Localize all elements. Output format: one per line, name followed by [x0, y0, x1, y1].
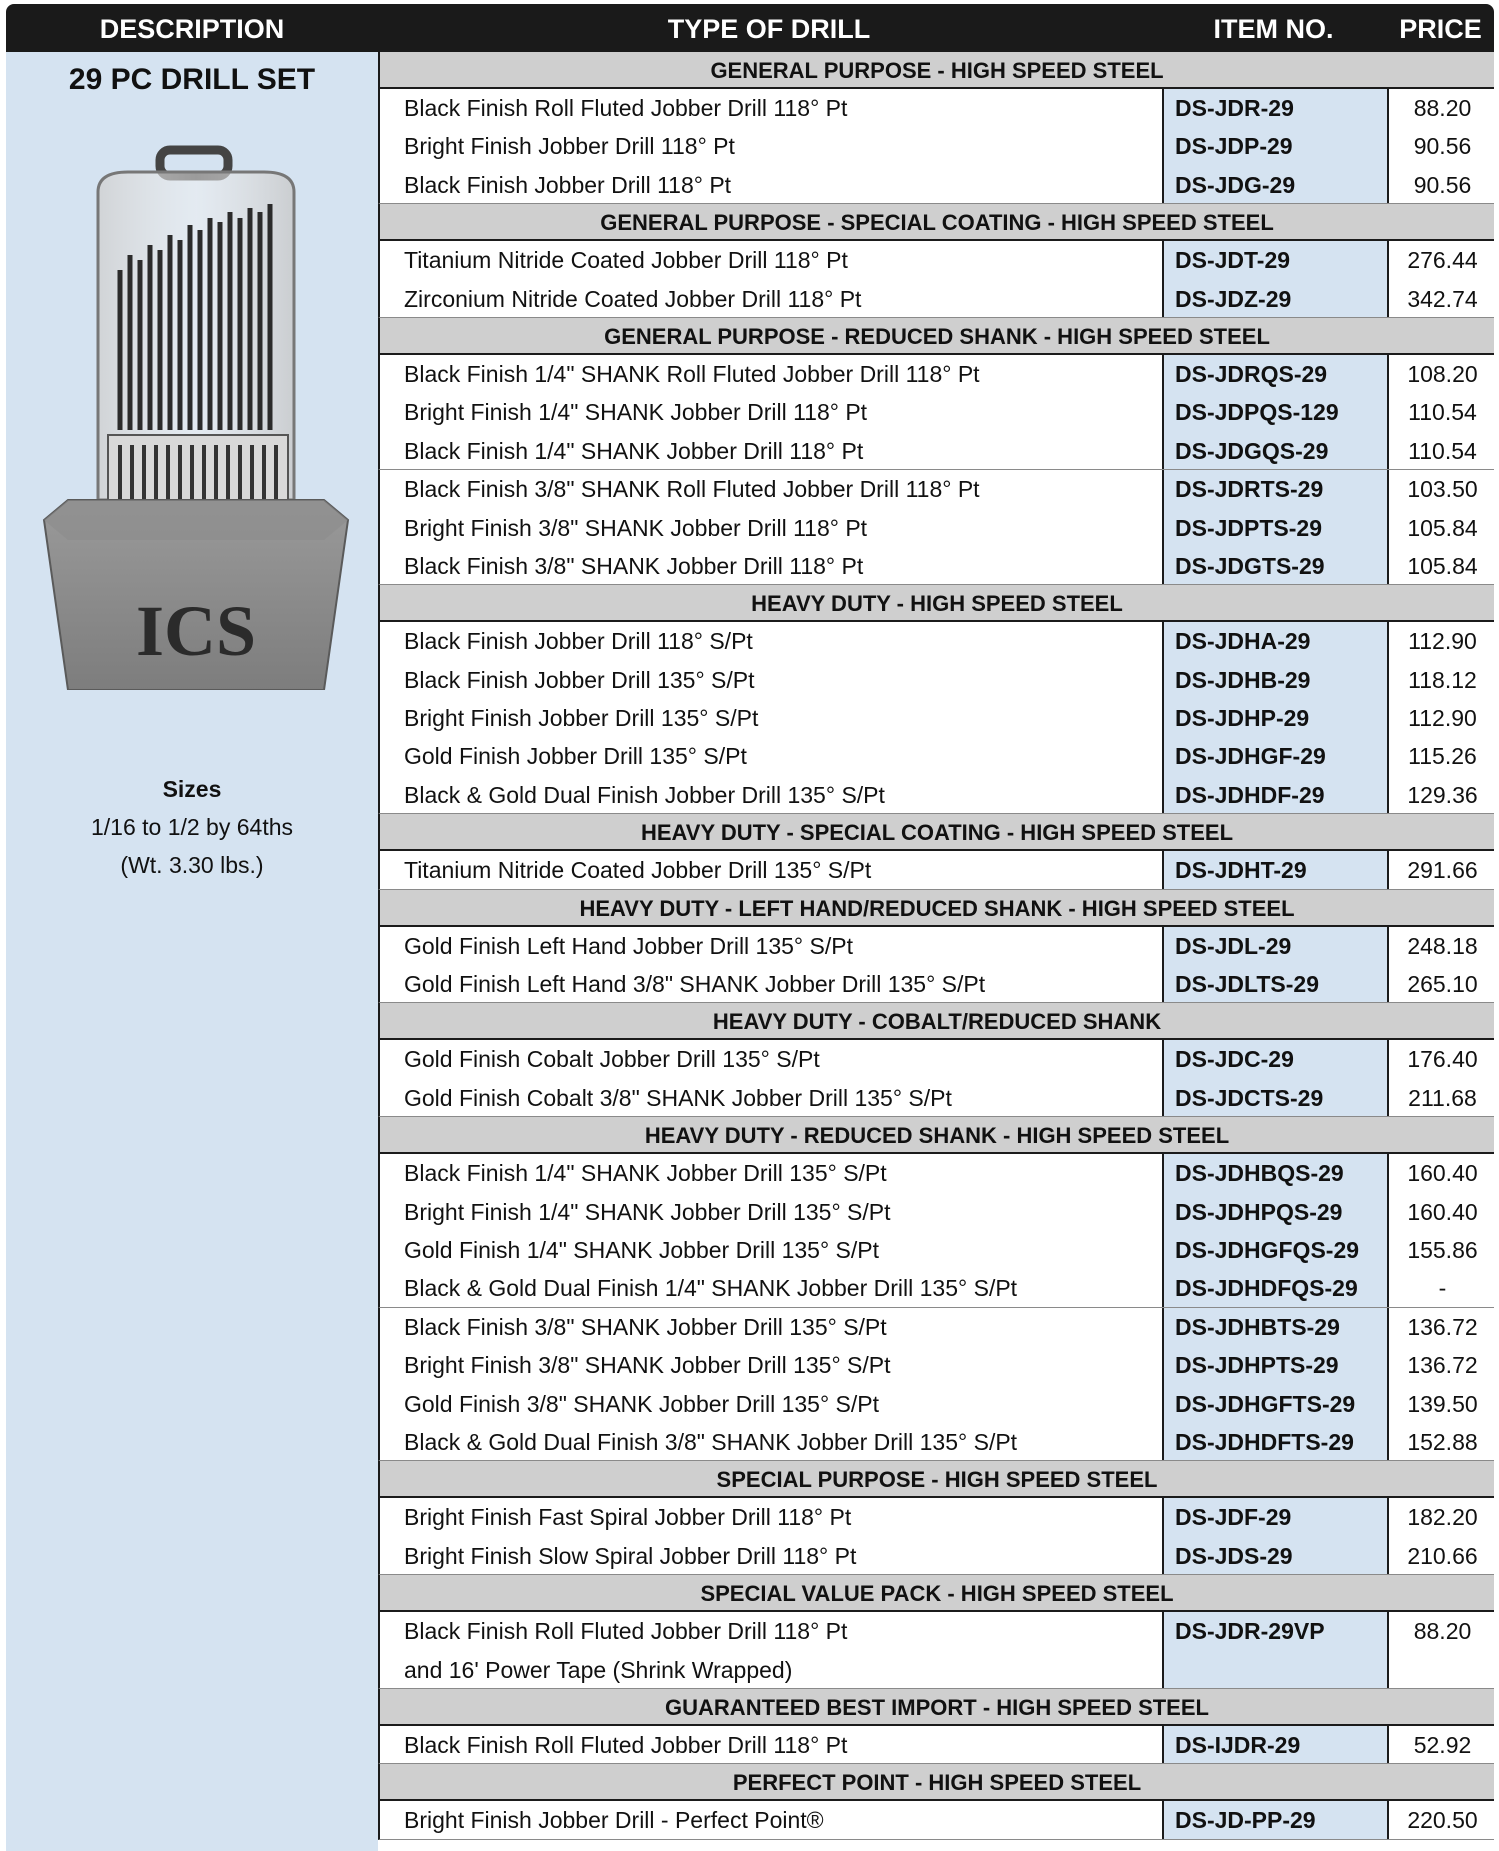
drill-description: Black Finish 3/8" SHANK Jobber Drill 118° Pt [404, 552, 864, 579]
table-row [378, 622, 1494, 660]
item-number: DS-JDR-29 [1162, 89, 1389, 127]
item-number: DS-JDHGFTS-29 [1162, 1385, 1389, 1423]
item-number: DS-JD-PP-29 [1162, 1801, 1389, 1838]
item-number: DS-JDHP-29 [1162, 699, 1389, 737]
section-header: HEAVY DUTY - SPECIAL COATING - HIGH SPEED STEEL [378, 814, 1494, 851]
price: 52.92 [1413, 1731, 1472, 1758]
table-row [378, 1269, 1494, 1307]
section-header: PERFECT POINT - HIGH SPEED STEEL [378, 1764, 1494, 1801]
drill-description: Bright Finish 1/4" SHANK Jobber Drill 118° Pt [404, 399, 868, 426]
table-row [378, 470, 1494, 508]
item-number: DS-JDHDF-29 [1162, 776, 1389, 813]
section-header: GUARANTEED BEST IMPORT - HIGH SPEED STEEL [378, 1689, 1494, 1726]
table-row [378, 1308, 1494, 1346]
item-number: DS-JDHDFTS-29 [1162, 1423, 1389, 1460]
drill-description: Zirconium Nitride Coated Jobber Drill 118° Pt [404, 285, 862, 312]
header-type-of-drill: TYPE OF DRILL [667, 14, 871, 44]
drill-description: Bright Finish 3/8" SHANK Jobber Drill 118° Pt [404, 514, 868, 541]
drill-description: Gold Finish Left Hand Jobber Drill 135° S/Pt [404, 932, 853, 959]
table-row [378, 1498, 1494, 1536]
table-row [378, 1231, 1494, 1269]
item-number: DS-JDGQS-29 [1162, 432, 1389, 469]
table-row [378, 1537, 1494, 1575]
item-number: DS-JDZ-29 [1162, 280, 1389, 317]
table-row [378, 127, 1494, 165]
sizes-info [6, 770, 378, 884]
drill-description: Black Finish Jobber Drill 118° S/Pt [404, 628, 753, 655]
drill-description: Gold Finish Left Hand 3/8" SHANK Jobber Drill 135° S/Pt [404, 971, 986, 998]
drill-description: Black & Gold Dual Finish Jobber Drill 135° S/Pt [404, 781, 885, 808]
table-row [378, 280, 1494, 318]
price: 112.90 [1408, 628, 1477, 655]
price: 115.26 [1408, 743, 1477, 770]
drill-description: Bright Finish Fast Spiral Jobber Drill 118° Pt [404, 1504, 852, 1531]
drill-description: Gold Finish Cobalt 3/8" SHANK Jobber Drill 135° S/Pt [404, 1084, 952, 1111]
table-header [6, 4, 1494, 52]
item-number: DS-JDPTS-29 [1162, 509, 1389, 547]
drill-description: Bright Finish 1/4" SHANK Jobber Drill 135° S/Pt [404, 1198, 891, 1225]
price: 112.90 [1408, 705, 1477, 732]
header-price: PRICE [1399, 14, 1482, 44]
item-number: DS-JDHB-29 [1162, 661, 1389, 699]
drill-description: Gold Finish 3/8" SHANK Jobber Drill 135° S/Pt [404, 1390, 880, 1417]
table-row [378, 355, 1494, 393]
price: 129.36 [1407, 781, 1478, 808]
section-header: HEAVY DUTY - REDUCED SHANK - HIGH SPEED STEEL [378, 1117, 1494, 1154]
item-number: DS-IJDR-29 [1162, 1726, 1389, 1763]
item-number: DS-JDHBQS-29 [1162, 1154, 1389, 1192]
item-number: DS-JDL-29 [1162, 927, 1389, 965]
price: 136.72 [1407, 1352, 1478, 1379]
price: 211.68 [1408, 1084, 1477, 1111]
item-number: DS-JDGTS-29 [1162, 547, 1389, 584]
item-number: DS-JDP-29 [1162, 127, 1389, 165]
drill-description: Black Finish Roll Fluted Jobber Drill 118° Pt [404, 1618, 848, 1645]
price: 110.54 [1408, 437, 1477, 464]
table-row [378, 1193, 1494, 1231]
section-header: HEAVY DUTY - COBALT/REDUCED SHANK [378, 1003, 1494, 1040]
table-row [378, 1423, 1494, 1461]
table-row [378, 1079, 1494, 1117]
drill-description: Bright Finish Jobber Drill 135° S/Pt [404, 705, 759, 732]
price: 152.88 [1407, 1428, 1478, 1455]
section-header: GENERAL PURPOSE - SPECIAL COATING - HIGH SPEED STEEL [378, 204, 1494, 241]
section-header: HEAVY DUTY - LEFT HAND/REDUCED SHANK - HIGH SPEED STEEL [378, 890, 1494, 927]
sizes-range: 1/16 to 1/2 by 64ths [90, 814, 294, 840]
drill-description: Bright Finish Jobber Drill - Perfect Point® [404, 1807, 824, 1834]
table-row [378, 1385, 1494, 1423]
section-header: GENERAL PURPOSE - HIGH SPEED STEEL [378, 52, 1494, 89]
table-row [378, 166, 1494, 204]
drill-description: Gold Finish Cobalt Jobber Drill 135° S/Pt [404, 1046, 820, 1073]
price: 108.20 [1407, 360, 1478, 387]
drill-description: Black Finish 1/4" SHANK Roll Fluted Jobber Drill 118° Pt [404, 360, 980, 387]
table-row [378, 432, 1494, 470]
table-row [378, 965, 1494, 1003]
table-row [378, 661, 1494, 699]
item-number: DS-JDR-29VP [1162, 1612, 1389, 1650]
price: 105.84 [1407, 514, 1478, 541]
table-row [378, 547, 1494, 585]
price: 276.44 [1407, 247, 1478, 274]
drill-description: and 16' Power Tape (Shrink Wrapped) [404, 1656, 793, 1683]
drill-description: Gold Finish Jobber Drill 135° S/Pt [404, 743, 747, 770]
table-row [378, 776, 1494, 814]
drill-description: Black Finish 3/8" SHANK Roll Fluted Jobber Drill 118° Pt [404, 476, 980, 503]
price: 160.40 [1407, 1198, 1478, 1225]
drill-description: Bright Finish Slow Spiral Jobber Drill 118° Pt [404, 1542, 857, 1569]
item-number: DS-JDS-29 [1162, 1537, 1389, 1574]
drill-set-case-image [28, 100, 364, 690]
drill-description: Bright Finish 3/8" SHANK Jobber Drill 135° S/Pt [404, 1352, 891, 1379]
section-header: GENERAL PURPOSE - REDUCED SHANK - HIGH SPEED STEEL [378, 318, 1494, 355]
table-row [378, 1801, 1494, 1839]
price: 220.50 [1407, 1807, 1478, 1834]
item-number: DS-JDHGFQS-29 [1162, 1231, 1389, 1269]
drill-description: Black Finish Roll Fluted Jobber Drill 118° Pt [404, 95, 848, 121]
price: 110.54 [1408, 399, 1477, 426]
price: 160.40 [1407, 1160, 1478, 1187]
table-row [378, 1040, 1494, 1078]
drill-table [378, 52, 1494, 1840]
table-row [378, 851, 1494, 889]
drill-description: Gold Finish 1/4" SHANK Jobber Drill 135° S/Pt [404, 1236, 880, 1263]
price: 155.86 [1407, 1236, 1478, 1263]
drill-description: Titanium Nitride Coated Jobber Drill 118° Pt [404, 247, 848, 274]
drill-description: Black Finish Roll Fluted Jobber Drill 118° Pt [404, 1731, 848, 1758]
item-number: DS-JDRTS-29 [1162, 470, 1389, 508]
item-number: DS-JDHPQS-29 [1162, 1193, 1389, 1231]
price: 265.10 [1407, 971, 1478, 998]
price: 88.20 [1413, 1618, 1472, 1645]
item-number: DS-JDCTS-29 [1162, 1079, 1389, 1116]
drill-description: Bright Finish Jobber Drill 118° Pt [404, 133, 735, 160]
drill-description: Black & Gold Dual Finish 1/4" SHANK Jobber Drill 135° S/Pt [404, 1275, 1018, 1302]
price: 105.84 [1407, 552, 1478, 579]
item-number: DS-JDHA-29 [1162, 622, 1389, 660]
drill-description: Black Finish 1/4" SHANK Jobber Drill 135° S/Pt [404, 1160, 887, 1187]
table-row [378, 699, 1494, 737]
product-panel [6, 52, 378, 1851]
price: 248.18 [1407, 932, 1478, 959]
item-number: DS-JDG-29 [1162, 166, 1389, 203]
table-row [378, 393, 1494, 431]
item-number [1162, 1651, 1389, 1688]
price: 136.72 [1407, 1313, 1478, 1340]
price: 90.56 [1413, 171, 1472, 198]
table-row [378, 1726, 1494, 1764]
sizes-label: Sizes [162, 776, 222, 802]
table-row [378, 89, 1494, 127]
ics-logo: ICS [135, 591, 257, 671]
table-row [378, 927, 1494, 965]
table-row [378, 1346, 1494, 1384]
item-number: DS-JDC-29 [1162, 1040, 1389, 1078]
item-number: DS-JDHGF-29 [1162, 737, 1389, 775]
weight: (Wt. 3.30 lbs.) [120, 852, 264, 878]
item-number: DS-JDHDFQS-29 [1162, 1269, 1389, 1306]
table-row [378, 509, 1494, 547]
price: - [1438, 1275, 1447, 1302]
item-number: DS-JDT-29 [1162, 241, 1389, 279]
drill-description: Titanium Nitride Coated Jobber Drill 135° S/Pt [404, 857, 872, 884]
item-number: DS-JDHBTS-29 [1162, 1308, 1389, 1346]
item-number: DS-JDHT-29 [1162, 851, 1389, 888]
price: 118.12 [1408, 666, 1477, 693]
drill-description: Black Finish Jobber Drill 135° S/Pt [404, 666, 755, 693]
price: 342.74 [1407, 285, 1478, 312]
item-number: DS-JDF-29 [1162, 1498, 1389, 1536]
section-header: SPECIAL PURPOSE - HIGH SPEED STEEL [378, 1461, 1494, 1498]
header-description: DESCRIPTION [99, 14, 285, 44]
item-number: DS-JDPQS-129 [1162, 393, 1389, 431]
table-row [378, 241, 1494, 279]
drill-description: Black Finish 3/8" SHANK Jobber Drill 135° S/Pt [404, 1313, 887, 1340]
price: 176.40 [1407, 1046, 1478, 1073]
table-row [378, 1154, 1494, 1192]
price: 210.66 [1407, 1542, 1478, 1569]
drill-description: Black & Gold Dual Finish 3/8" SHANK Jobber Drill 135° S/Pt [404, 1428, 1018, 1455]
price: 291.66 [1407, 857, 1478, 884]
item-number: DS-JDRQS-29 [1162, 355, 1389, 393]
section-header: HEAVY DUTY - HIGH SPEED STEEL [378, 585, 1494, 622]
item-number: DS-JDLTS-29 [1162, 965, 1389, 1002]
price: 103.50 [1407, 476, 1478, 503]
drill-description: Black Finish Jobber Drill 118° Pt [404, 171, 732, 198]
price: 90.56 [1413, 133, 1472, 160]
price: 88.20 [1413, 95, 1472, 121]
table-row [378, 1612, 1494, 1650]
drill-description: Black Finish 1/4" SHANK Jobber Drill 118° Pt [404, 437, 864, 464]
item-number: DS-JDHPTS-29 [1162, 1346, 1389, 1384]
table-row [378, 1651, 1494, 1689]
price: 139.50 [1407, 1390, 1478, 1417]
product-title: 29 PC DRILL SET [68, 63, 316, 96]
section-header: SPECIAL VALUE PACK - HIGH SPEED STEEL [378, 1575, 1494, 1612]
price: 182.20 [1407, 1504, 1478, 1531]
table-row [378, 737, 1494, 775]
price-sheet [6, 4, 1494, 1851]
header-item-no: ITEM NO. [1213, 14, 1334, 44]
